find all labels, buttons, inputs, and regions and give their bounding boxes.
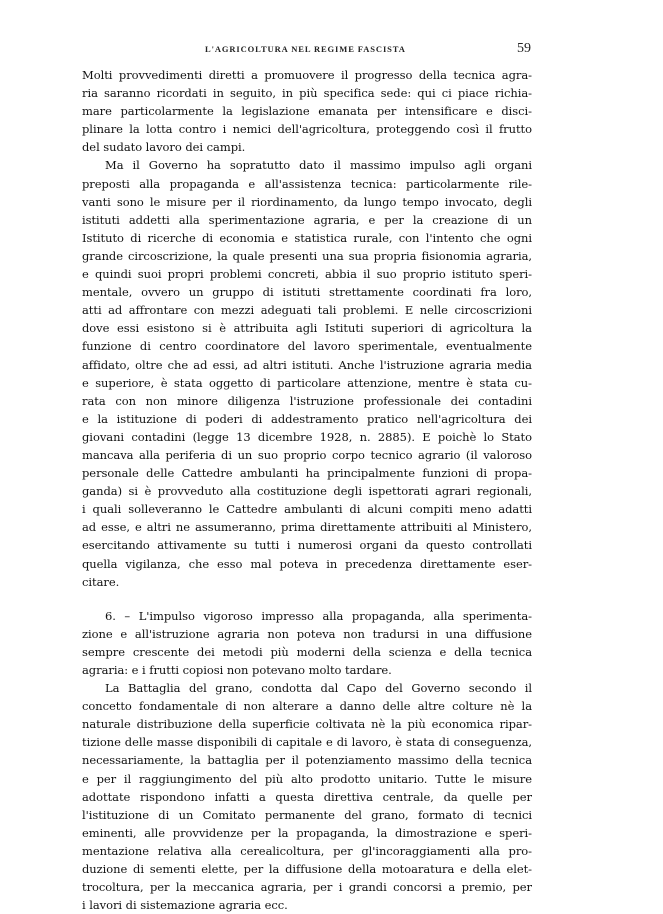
text-line: e superiore, è stata oggetto di particolare attenzione, mentre è stata cu- <box>82 375 532 390</box>
page-number: 59 <box>517 41 531 56</box>
text-line: istituti addetti alla sperimentazione agraria, e per la creazione di un <box>82 212 532 227</box>
text-line: l'istituzione di un Comitato permanente del grano, formato di tecnici <box>82 807 532 822</box>
text-line: rata con non minore diligenza l'istruzione professionale dei contadini <box>82 393 532 408</box>
text-line: adottate rispondono infatti a questa direttiva centrale, da quelle per <box>82 789 532 804</box>
text-line: mancava alla periferia di un suo proprio corpo tecnico agrario (il valoroso <box>82 447 532 462</box>
text-line: plinare la lotta contro i nemici dell'agricoltura, proteggendo così il frutto <box>82 122 532 137</box>
paragraph <box>82 679 532 914</box>
text-line: funzione di centro coordinatore del lavoro sperimentale, eventualmente <box>82 339 532 354</box>
text-line: mentale, ovvero un gruppo di istituti strettamente coordinati fra loro, <box>82 285 532 300</box>
text-line: del sudato lavoro dei campi. <box>82 140 246 155</box>
text-line: Ma il Governo ha sopratutto dato il massimo impulso agli organi <box>105 158 532 173</box>
text-line: personale delle Cattedre ambulanti ha principalmente funzioni di propa- <box>82 466 532 481</box>
text-line: preposti alla propaganda e all'assistenza tecnica: particolarmente rile- <box>82 176 532 191</box>
text-line: i quali solleveranno le Cattedre ambulanti di alcuni compiti meno adatti <box>82 502 532 517</box>
text-line: eminenti, alle provvidenze per la propaganda, la dimostrazione e speri- <box>82 825 532 840</box>
text-line: quella vigilanza, che esso mal poteva in precedenza direttamente eser- <box>82 556 532 571</box>
text-line: ad esse, e altri ne assumeranno, prima direttamente attribuiti al Ministero, <box>82 520 532 535</box>
text-line: affidato, oltre che ad essi, ad altri istituti. Anche l'istruzione agraria media <box>82 357 532 372</box>
text-line: La Battaglia del grano, condotta dal Capo del Governo secondo il <box>105 681 532 696</box>
text-line: giovani contadini (legge 13 dicembre 1928, n. 2885). E poichè lo Stato <box>82 429 532 444</box>
running-head <box>0 41 663 60</box>
text-line: ganda) si è provveduto alla costituzione degli ispettorati agrari regionali, <box>82 484 532 499</box>
paragraph <box>82 607 532 679</box>
text-line: Istituto di ricerche di economia e statistica rurale, con l'intento che ogni <box>82 230 532 245</box>
text-line: esercitando attivamente su tutti i numerosi organi da questo controllati <box>82 538 532 553</box>
text-line: Molti provvedimenti diretti a promuovere il progresso della tecnica agra- <box>82 68 532 82</box>
text-line: agraria: e i frutti copiosi non potevano molto tardare. <box>82 663 392 677</box>
text-line: e quindi suoi propri problemi concreti, abbia il suo proprio istituto speri- <box>82 267 532 282</box>
paragraph-gap <box>82 591 532 607</box>
text-line: atti ad affrontare con mezzi adeguati tali problemi. E nelle circoscrizioni <box>82 303 532 318</box>
text-line: e la istituzione di poderi di addestramento pratico nell'agricoltura dei <box>82 411 532 426</box>
text-line: mentazione relativa alla cerealicoltura, per gl'incoraggiamenti alla pro- <box>82 843 532 858</box>
text-line: trocoltura, per la meccanica agraria, per i grandi concorsi a premio, per <box>82 880 532 895</box>
text-line: vanti sono le misure per il riordinamento, da lungo tempo invocato, degli <box>82 194 532 209</box>
running-title: L'AGRICOLTURA NEL REGIME FASCISTA <box>205 44 406 54</box>
body-text <box>82 66 532 914</box>
text-line: duzione di sementi elette, per la diffusione della motoaratura e della elet- <box>82 862 532 877</box>
text-line: mare particolarmente la legislazione emanata per intensificare e disci- <box>82 104 532 119</box>
text-line: tizione delle masse disponibili di capitale e di lavoro, è stata di conseguenza, <box>82 735 532 750</box>
text-line: ria saranno ricordati in seguito, in più specifica sede: qui ci piace richia- <box>82 86 532 101</box>
text-line: citare. <box>82 574 120 589</box>
text-line: necessariamente, la battaglia per il potenziamento massimo della tecnica <box>82 753 532 768</box>
text-line: grande circoscrizione, la quale presenti una sua propria fisionomia agraria, <box>82 248 532 263</box>
paragraph <box>82 66 532 156</box>
text-line: sempre crescente dei metodi più moderni della scienza e della tecnica <box>82 644 532 659</box>
text-line: concetto fondamentale di non alterare a danno delle altre colture nè la <box>82 699 532 714</box>
text-line: naturale distribuzione della superficie coltivata nè la più economica ripar- <box>82 717 532 732</box>
text-line: zione e all'istruzione agraria non poteva non tradursi in una diffusione <box>82 626 532 641</box>
text-line: dove essi esistono si è attribuita agli Istituti superiori di agricoltura la <box>82 321 532 336</box>
paragraph <box>82 156 532 590</box>
text-line: 6. – L'impulso vigoroso impresso alla propaganda, alla sperimenta- <box>105 608 532 623</box>
text-line: e per il raggiungimento del più alto prodotto unitario. Tutte le misure <box>82 771 532 786</box>
text-line: i lavori di sistemazione agraria ecc. <box>82 898 288 913</box>
